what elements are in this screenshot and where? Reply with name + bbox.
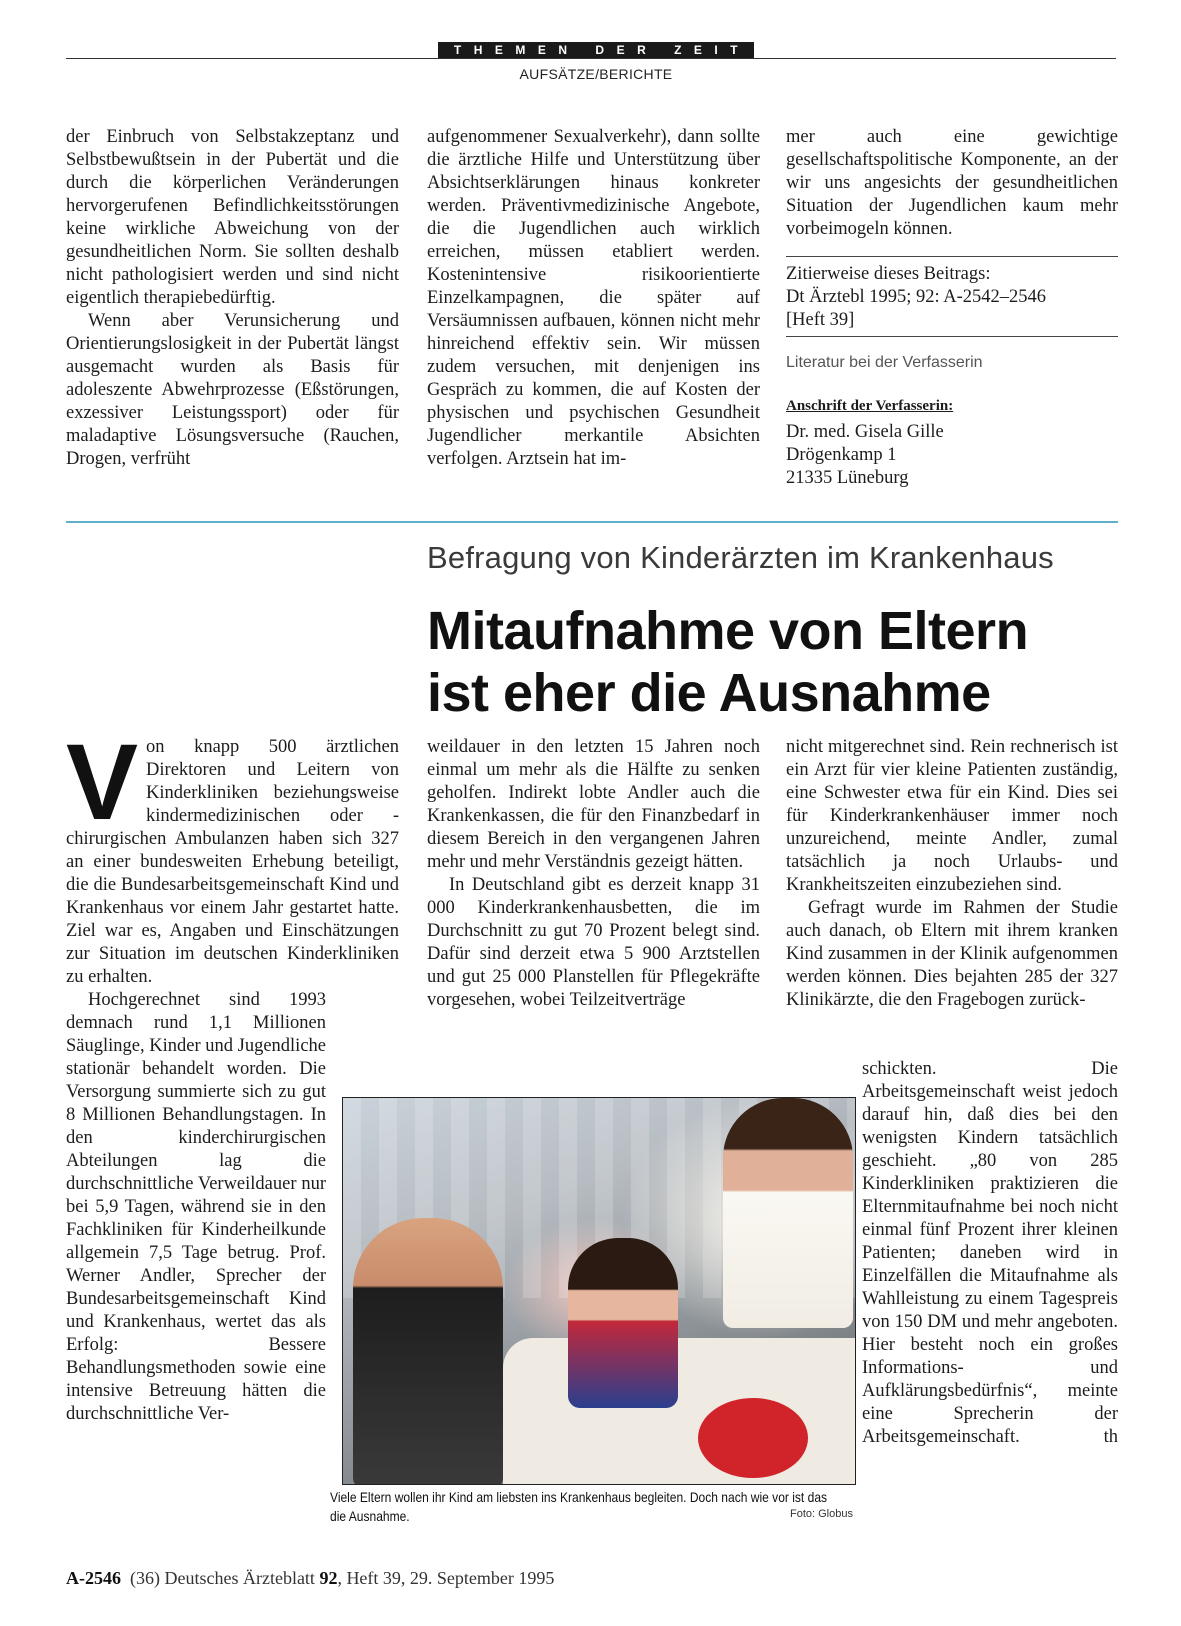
photo-bed	[503, 1338, 856, 1485]
photo-toy	[698, 1398, 808, 1478]
paragraph: mer auch eine gewichtige gesellschaftspolitische Komponente, an der wir uns angesichts der gesundheitlichen Situation der Jugendlichen kaum mehr vorbeimogeln können.	[786, 127, 1118, 239]
section-header: THEMEN DER ZEIT	[438, 42, 754, 59]
paragraph: In Deutschland gibt es derzeit knapp 31 000 Kinderkrankenhausbetten, die im Durchschnitt zu gut 70 Prozent belegt sind. Dafür sind derzeit etwa 5 900 Arztstellen und gut 25 000 Planstellen für Pflegekräfte vorgesehen, wobei Teilzeitverträge	[427, 875, 760, 1010]
author-signature: th	[1103, 1427, 1118, 1447]
prev-article-column-2	[427, 126, 760, 471]
title-line-1: Mitaufnahme von Eltern	[427, 601, 1029, 661]
author-address-label: Anschrift der Verfasserin:	[786, 398, 954, 414]
paragraph: der Einbruch von Selbstakzeptanz und Selbstbewußtsein in der Pubertät und die durch die körperlichen Veränderungen hervorgerufenen Befindlichkeitsstörungen keine wirkliche Abweichung von der gesundheitlichen Norm. Sie sollten deshalb nicht pathologisiert werden und sind nicht eigentlich therapiebedürftig.	[66, 127, 399, 308]
paragraph: aufgenommener Sexualverkehr), dann sollte die ärztliche Hilfe und Unterstützung über Absichtserklärungen hinaus konkreter werden. Präventivmedizinische Angebote, die die Jugendlichen auch wirklich erreichen, müssen etabliert werden. Kostenintensive risikoorientierte Einzelkampagnen, die später auf Versäumnissen aufbauen, können nicht mehr hinreichend effektiv sein. Wir müssen zudem versuchen, mit denjenigen ins Gespräch zu kommen, die auf Kosten der physischen und psychischen Gesundheit Jugendlicher merkantile Absichten verfolgen. Arztsein hat im-	[427, 127, 760, 469]
lead-text: on knapp 500 ärztlichen Direktoren und Leitern von Kinderkliniken beziehungsweise kindermedizinischen oder -chirurgischen Ambulanzen haben sich 327 an einer bundesweiten Erhebung beteiligt, die die Bundesarbeitsgemeinschaft Kind und Krankenhaus vor einem Jahr gestartet hatte. Ziel war es, Angaben und Einschätzungen zur Situation im deutschen Kinderkliniken zu erhalten.	[66, 737, 399, 987]
paragraph: Wenn aber Verunsicherung und Orientierungslosigkeit in der Pubertät längst ausgemacht wurden als Basis für adoleszente Abwehrprozesse (Eßstörungen, exzessiver Leistungssport) oder für maladaptive Lösungsversuche (Rauchen, Drogen, verfrüht	[66, 311, 399, 469]
author-address	[786, 421, 1118, 490]
header-rule	[66, 58, 1116, 59]
citation-rule-bottom	[786, 336, 1118, 337]
paragraph	[66, 721, 399, 989]
citation-label: Zitierweise dieses Beitrags:	[786, 264, 991, 284]
paragraph: nicht mitgerechnet sind. Rein rechnerisch ist ein Arzt für vier kleine Patienten zuständig, eine Schwester etwa für ein Kind. Dies sei für Kinderkrankenhäuser immer noch unzureichend, meinte Andler, zumal tatsächlich ja noch Urlaubs- und Krankheitszeiten einzubeziehen sind.	[786, 737, 1118, 895]
drop-cap: V	[66, 721, 139, 842]
photo-mother	[353, 1218, 503, 1485]
footer-journal: (36) Deutsches Ärzteblatt	[130, 1568, 315, 1588]
photo-credit: Foto: Globus	[790, 1508, 853, 1520]
citation-block	[786, 263, 1118, 332]
paragraph: Gefragt wurde im Rahmen der Studie auch danach, ob Eltern mit ihrem kranken Kind zusammen in der Klinik aufgenommen werden können. Dies bejahten 285 der 327 Klinikärzte, die den Fragebogen zurück-	[786, 898, 1118, 1010]
citation-issue: [Heft 39]	[786, 310, 855, 330]
citation-rule-top	[786, 256, 1118, 257]
author-city: 21335 Lüneburg	[786, 468, 909, 488]
page-footer	[66, 1568, 554, 1589]
photo-nurse	[723, 1098, 853, 1328]
paragraph: weildauer in den letzten 15 Jahren noch einmal um mehr als die Hälfte zu senken geholfen. Indirekt lobte Andler auch die Krankenkassen, die für den Finanzbedarf in diesem Bereich in den vergangenen Jahren mehr und mehr Verständnis gezeigt hätten.	[427, 737, 760, 872]
paragraph: schickten. Die Arbeitsgemeinschaft weist jedoch darauf hin, daß dies bei den wenigsten Kindern tatsächlich geschieht. „80 von 285 Kinderkliniken praktizieren die Elternmitaufnahme bei noch nicht einmal fünf Prozent ihrer kleinen Patienten; daneben wird in Einzelfällen die Mitaufnahme als Wahlleistung zu einem Tagespreis von 150 DM und mehr angeboten. Hier besteht noch ein großes Informations- und Aufklärungsbedürfnis“, meinte eine Sprecherin der Arbeitsgemeinschaft.	[862, 1059, 1118, 1447]
author-name: Dr. med. Gisela Gille	[786, 422, 944, 442]
prev-article-column-1	[66, 126, 399, 471]
title-line-2: ist eher die Ausnahme	[427, 663, 991, 723]
article-photo	[342, 1097, 856, 1485]
article-column-3-wrap	[862, 1058, 1118, 1449]
paragraph: Hochgerechnet sind 1993 demnach rund 1,1 Millionen Säuglinge, Kinder und Jugendliche stationär behandelt worden. Die Versorgung summierte sich zu gut 8 Millionen Behandlungstagen. In den kinderchirurgischen Abteilungen lag die durchschnittliche Verweildauer nur bei 5,9 Tagen, während sie in den Fachkliniken für Kinderheilkunde allgemein 7,5 Tage betrug. Prof. Werner Andler, Sprecher der Bundesarbeitsgemeinschaft Kind und Krankenhaus, wertet das als Erfolg: Bessere Behandlungsmethoden sowie eine intensive Betreuung hätten die durchschnittliche Ver-	[66, 990, 326, 1424]
citation-reference: Dt Ärztebl 1995; 92: A-2542–2546	[786, 287, 1047, 307]
footer-issue: , Heft 39, 29. September 1995	[337, 1568, 555, 1588]
page-number: A-2546	[66, 1568, 121, 1588]
article-title	[427, 600, 1117, 724]
prev-article-column-3	[786, 126, 1118, 241]
article-kicker: Befragung von Kinderärzten im Krankenhaus	[427, 540, 1054, 575]
author-street: Drögenkamp 1	[786, 445, 897, 465]
section-subheader: AUFSÄTZE/BERICHTE	[519, 66, 673, 82]
article-separator	[66, 521, 1118, 523]
footer-volume: 92	[319, 1568, 338, 1588]
literature-note: Literatur bei der Verfasserin	[786, 354, 983, 371]
article-column-2	[427, 736, 760, 1012]
article-column-3	[786, 736, 1118, 1012]
photo-child	[568, 1238, 678, 1408]
photo-caption: Viele Eltern wollen ihr Kind am liebsten ins Krankenhaus begleiten. Doch nach wie vor ist das die Ausnahme.	[330, 1489, 828, 1524]
